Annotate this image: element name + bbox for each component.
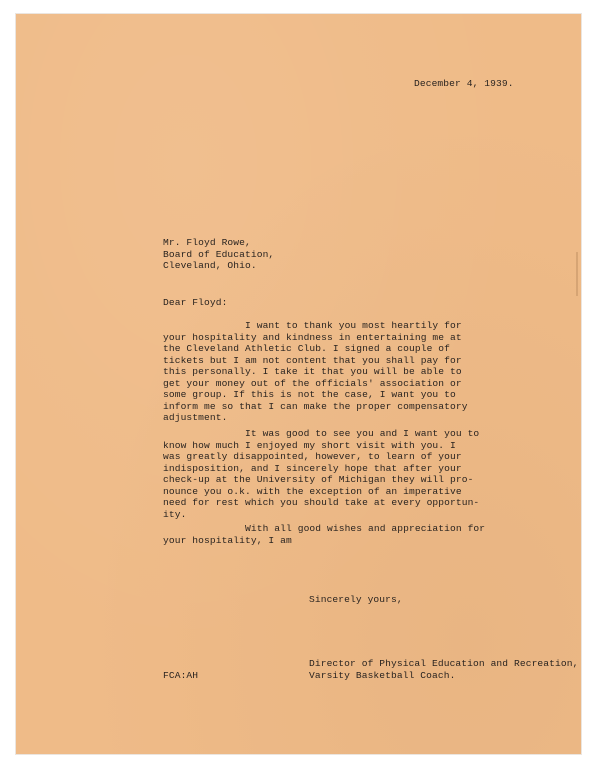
paragraph-line: check-up at the University of Michigan they will pro- bbox=[163, 474, 474, 485]
paragraph-line: indisposition, and I sincerely hope that after your bbox=[163, 462, 462, 474]
paragraph-line: get your money out of the officials' association or bbox=[163, 377, 462, 389]
paragraph-line: nounce you o.k. with the exception of an imperative bbox=[163, 485, 462, 497]
paragraph-line: this personally. I take it that you will be able to bbox=[163, 366, 462, 377]
paragraph-line: was greatly disappointed, however, to learn of your bbox=[163, 451, 462, 462]
recipient-address bbox=[163, 237, 274, 272]
address-line: Cleveland, Ohio. bbox=[163, 260, 257, 271]
signature-line: Varsity Basketball Coach. bbox=[309, 669, 456, 681]
paragraph-line: some group. If this is not the case, I want you to bbox=[163, 389, 456, 400]
paragraph-line: tickets but I am not content that you shall pay for bbox=[163, 354, 462, 366]
paragraph-line: inform me so that I can make the proper compensatory bbox=[163, 400, 468, 412]
paragraph-line: need for rest which you should take at every opportun- bbox=[163, 497, 480, 508]
address-line: Mr. Floyd Rowe, bbox=[163, 237, 251, 248]
paragraph-line: your hospitality, I am bbox=[163, 534, 292, 546]
address-line: Board of Education, bbox=[163, 248, 275, 260]
complimentary-closing: Sincerely yours, bbox=[309, 594, 403, 605]
reference-initials: FCA:AH bbox=[163, 670, 199, 681]
signature-title-block bbox=[309, 658, 578, 681]
paper-fold-mark bbox=[576, 252, 578, 296]
salutation: Dear Floyd: bbox=[163, 297, 228, 308]
paragraph-line: adjustment. bbox=[163, 412, 228, 423]
paragraph-line: With all good wishes and appreciation for bbox=[163, 523, 486, 534]
signature-line: Director of Physical Education and Recreation, bbox=[309, 658, 579, 669]
paragraph-line: I want to thank you most heartily for bbox=[163, 320, 462, 331]
letter-date: December 4, 1939. bbox=[414, 78, 514, 89]
paragraph-line: your hospitality and kindness in entertaining me at bbox=[163, 331, 462, 343]
paragraph-line: know how much I enjoyed my short visit with you. I bbox=[163, 439, 456, 451]
body-paragraph-3 bbox=[163, 523, 485, 546]
paragraph-line: ity. bbox=[163, 508, 187, 520]
body-paragraph-2 bbox=[163, 428, 479, 520]
paragraph-line: the Cleveland Athletic Club. I signed a couple of bbox=[163, 343, 451, 354]
paragraph-line: It was good to see you and I want you to bbox=[163, 428, 480, 439]
letter-page bbox=[16, 14, 581, 754]
body-paragraph-1 bbox=[163, 320, 468, 424]
